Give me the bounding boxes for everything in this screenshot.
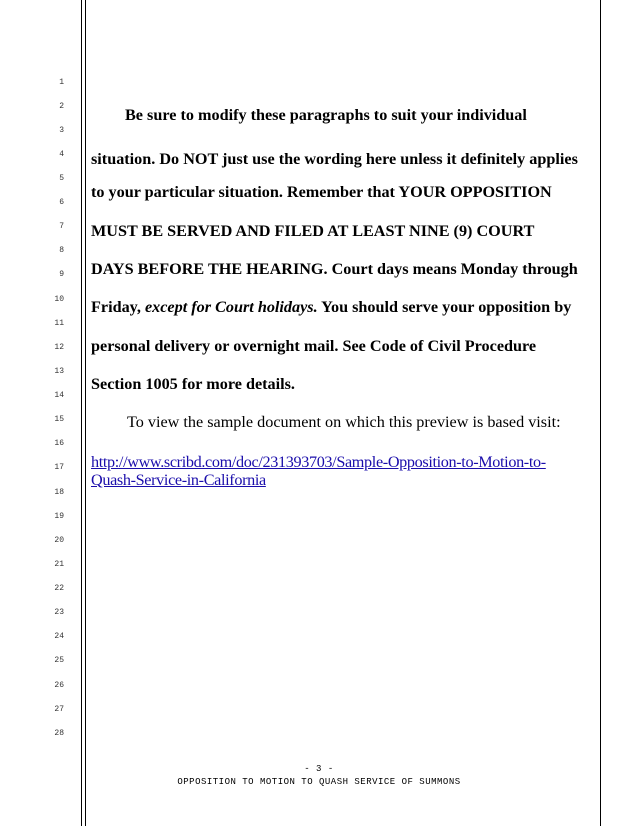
body-text-line: Be sure to modify these paragraphs to suit your individual — [125, 106, 527, 124]
line-number: 27 — [54, 705, 64, 714]
sample-document-link[interactable]: http://www.scribd.com/doc/231393703/Sample-Opposition-to-Motion-to- — [91, 453, 546, 471]
left-margin-rule-2 — [85, 0, 86, 826]
body-text-line: To view the sample document on which this preview is based visit: — [127, 413, 561, 431]
line-numbers — [0, 0, 70, 760]
line-number: 20 — [54, 536, 64, 545]
line-number: 26 — [54, 681, 64, 690]
body-text-segment: You should serve your opposition by — [317, 298, 572, 316]
line-number: 12 — [54, 343, 64, 352]
line-number: 24 — [54, 632, 64, 641]
line-number: 19 — [54, 512, 64, 521]
line-number: 16 — [54, 439, 64, 448]
line-number: 14 — [54, 391, 64, 400]
line-number: 7 — [59, 222, 64, 231]
line-number: 9 — [59, 270, 64, 279]
right-margin-rule — [600, 0, 601, 826]
left-margin-rule-1 — [81, 0, 82, 826]
line-number: 6 — [59, 198, 64, 207]
line-number: 4 — [59, 150, 64, 159]
emphasized-text: except for Court holidays. — [144, 298, 318, 316]
line-number: 3 — [59, 126, 64, 135]
line-number: 22 — [54, 584, 64, 593]
body-text-line: situation. Do NOT just use the wording here unless it definitely applies — [91, 150, 578, 168]
line-number: 17 — [54, 463, 64, 472]
body-text-line: MUST BE SERVED AND FILED AT LEAST NINE (9) COURT — [91, 222, 535, 240]
body-text-line: Section 1005 for more details. — [91, 375, 295, 393]
line-number: 1 — [59, 78, 64, 87]
body-text-line: to your particular situation. Remember that YOUR OPPOSITION — [91, 183, 552, 201]
line-number: 13 — [54, 367, 64, 376]
footer-title: OPPOSITION TO MOTION TO QUASH SERVICE OF SUMMONS — [177, 777, 461, 787]
line-number: 23 — [54, 608, 64, 617]
line-number: 18 — [54, 488, 64, 497]
line-number: 11 — [54, 319, 64, 328]
line-number: 5 — [59, 174, 64, 183]
body-text-line: personal delivery or overnight mail. See Code of Civil Procedure — [91, 337, 537, 355]
body-text-line — [91, 297, 571, 317]
line-number: 10 — [54, 295, 64, 304]
body-text-line: DAYS BEFORE THE HEARING. Court days means Monday through — [91, 260, 578, 278]
sample-document-link-continued[interactable]: Quash-Service-in-California — [91, 471, 266, 489]
line-number: 25 — [54, 656, 64, 665]
line-number: 28 — [54, 729, 64, 738]
line-number: 21 — [54, 560, 64, 569]
body-text-segment: Friday, — [91, 298, 145, 316]
line-number: 15 — [54, 415, 64, 424]
page-number: - 3 - — [304, 764, 334, 774]
line-number: 8 — [59, 246, 64, 255]
line-number: 2 — [59, 102, 64, 111]
